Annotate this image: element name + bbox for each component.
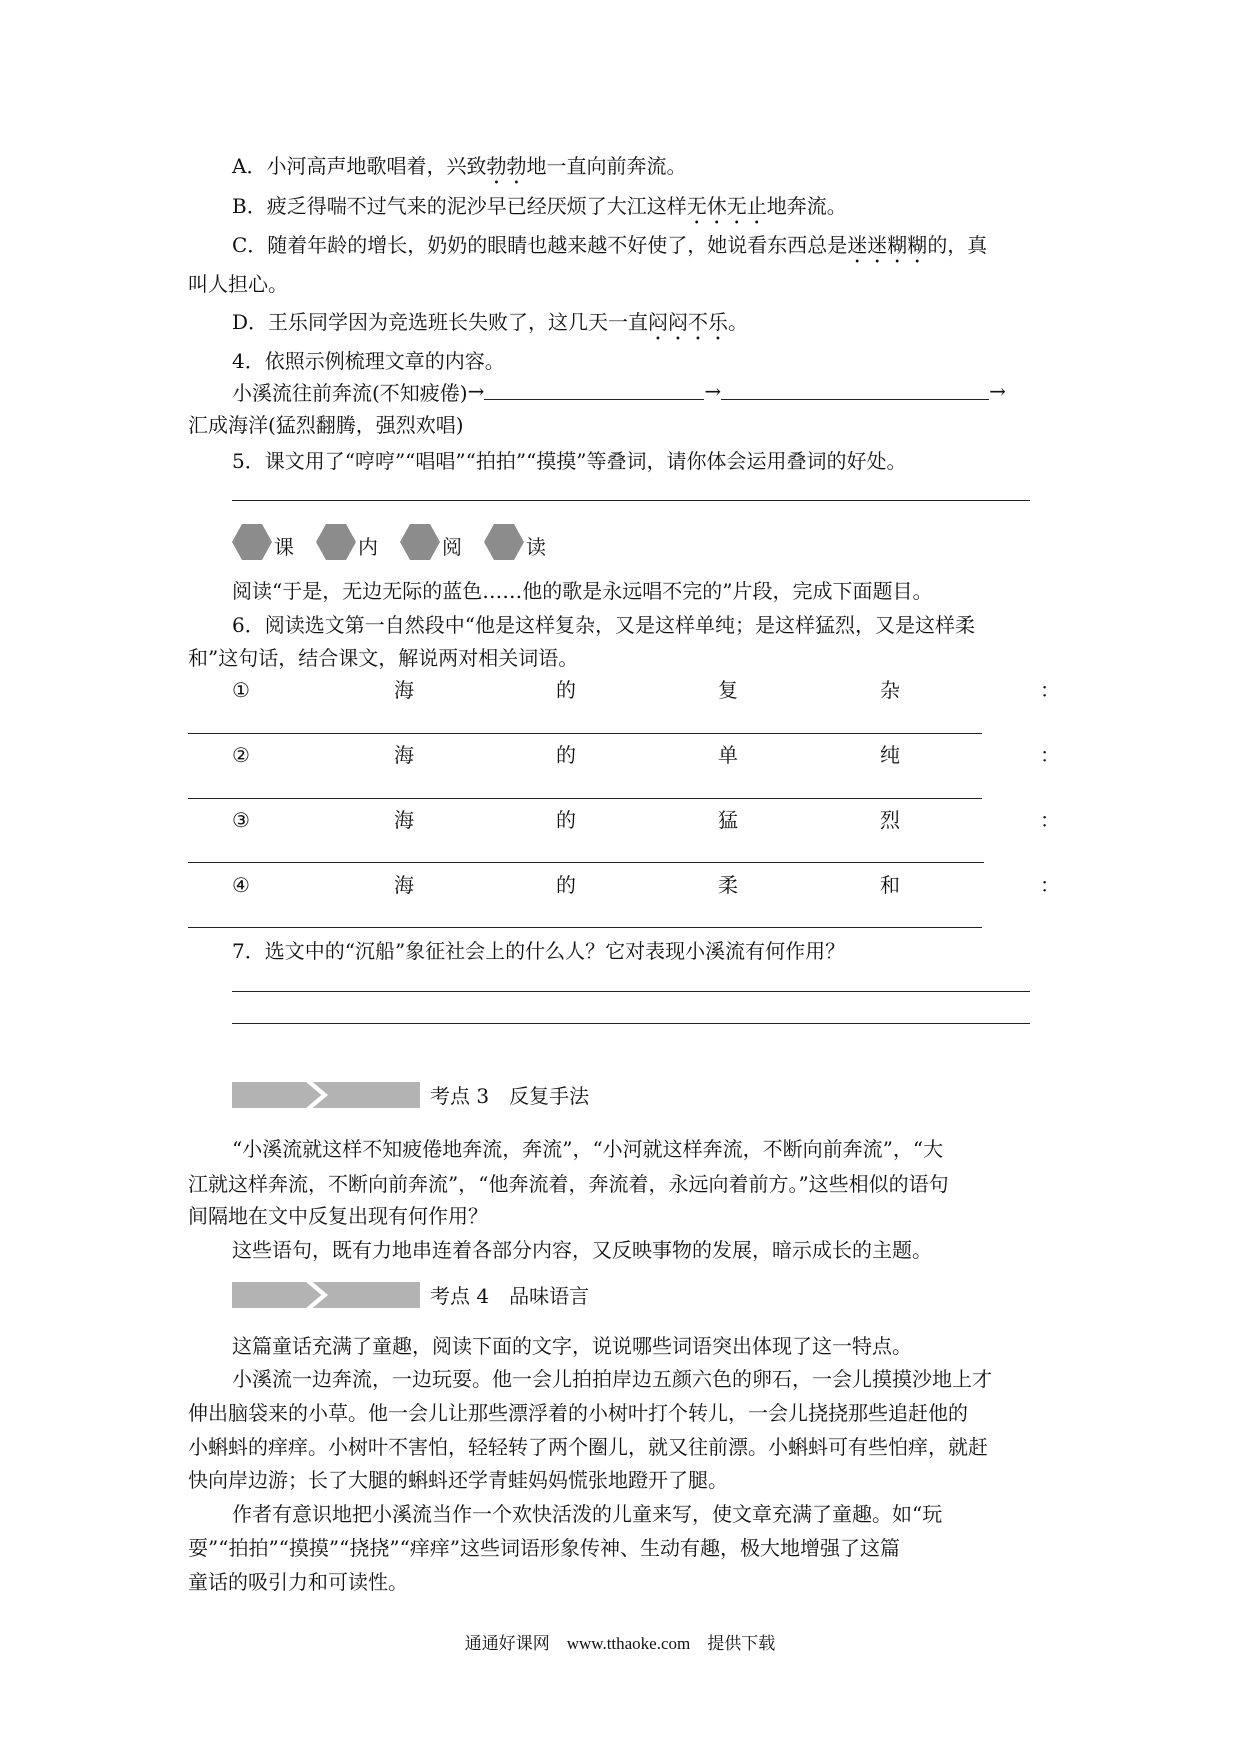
banner-char: 读	[526, 535, 546, 559]
row-char: 纯	[880, 743, 900, 767]
row-number: ②	[232, 743, 250, 767]
kaodian-3-question-3: 间隔地在文中反复出现有何作用？	[188, 1204, 488, 1228]
row-char: 海	[394, 678, 414, 702]
row-char: 烈	[880, 808, 900, 832]
passage-line: 小溪流一边奔流，一边玩耍。他一会儿拍拍岸边五颜六色的卵石，一会儿摸摸沙地上才	[232, 1367, 992, 1391]
passage-line: 伸出脑袋来的小草。他一会儿让那些漂浮着的小树叶打个转儿，一会儿挠挠那些追赶他的	[188, 1401, 968, 1425]
kaodian-3-question-1: “小溪流就这样不知疲倦地奔流，奔流”，“小河就这样奔流，不断向前奔流”，“大	[232, 1137, 944, 1161]
answer-line-text: 童话的吸引力和可读性。	[188, 1570, 408, 1594]
answer-line-q5[interactable]	[232, 500, 1030, 501]
kaodian-3-bar	[232, 1082, 420, 1108]
option-a-text: A．小河高声地歌唱着，兴致	[232, 154, 487, 178]
option-b-text: B．疲乏得喘不过气来的泥沙早已经厌烦了大江这样	[232, 194, 687, 218]
question-6-line2: 和”这句话，结合课文，解说两对相关词语。	[188, 646, 579, 670]
kaodian-4-bar	[232, 1282, 420, 1308]
answer-line[interactable]	[188, 862, 984, 863]
question-4-title: 4．依照示例梳理文章的内容。	[232, 349, 505, 373]
chevron-right-icon	[306, 1282, 328, 1308]
option-d	[232, 309, 748, 345]
option-a	[232, 153, 686, 189]
passage-line: 小蝌蚪的痒痒。小树叶不害怕，轻轻转了两个圈儿，就又往前漂。小蝌蚪可有些怕痒，就赶	[188, 1435, 988, 1459]
hexagon-icon	[232, 524, 272, 560]
row-number: ①	[232, 678, 250, 702]
row-number: ③	[232, 808, 250, 832]
question-7: 7．选文中的“沉船”象征社会上的什么人？它对表现小溪流有何作用？	[232, 939, 846, 963]
row-colon: ：	[1040, 808, 1060, 832]
row-char: 猛	[718, 808, 738, 832]
question-4-flow	[232, 380, 1006, 406]
option-b-text-end: 地奔流。	[766, 194, 847, 218]
option-b-emphasis: 无休无止	[686, 194, 767, 218]
banner-char: 内	[358, 535, 378, 559]
row-char: 海	[394, 808, 414, 832]
hexagon-icon	[400, 524, 440, 560]
passage-line: 快向岸边游；长了大腿的蝌蚪还学青蛙妈妈慌张地蹬开了腿。	[188, 1468, 728, 1492]
section-banner	[232, 520, 568, 560]
option-b	[232, 193, 847, 229]
question-5: 5．课文用了“哼哼”“唱唱”“拍拍”“摸摸”等叠词，请你体会运用叠词的好处。	[232, 449, 907, 473]
answer-blank-1[interactable]	[484, 381, 704, 400]
row-char: 的	[556, 808, 576, 832]
kaodian-4-prompt: 这篇童话充满了童趣，阅读下面的文字，说说哪些词语突出体现了这一特点。	[232, 1334, 912, 1358]
row-char: 的	[556, 743, 576, 767]
banner-char: 阅	[442, 535, 462, 559]
row-char: 复	[718, 678, 738, 702]
row-colon: ：	[1040, 873, 1060, 897]
page-footer: 通通好课网 www.tthaoke.com 提供下载	[464, 1634, 776, 1653]
row-colon: ：	[1040, 678, 1060, 702]
answer-line[interactable]	[188, 733, 982, 734]
option-a-emphasis: 勃勃	[486, 154, 527, 178]
option-a-text-end: 地一直向前奔流。	[526, 154, 687, 178]
option-c-emphasis: 迷迷糊糊	[847, 233, 928, 257]
arrow-right-icon: →	[467, 379, 485, 403]
row-char: 的	[556, 678, 576, 702]
row-colon: ：	[1040, 743, 1060, 767]
option-c-continuation: 叫人担心。	[188, 272, 288, 296]
row-char: 杂	[880, 678, 900, 702]
answer-line-q7-2[interactable]	[232, 1023, 1030, 1024]
question-6-line1: 6．阅读选文第一自然段中“他是这样复杂，又是这样单纯；是这样猛烈，又是这样柔	[232, 613, 975, 637]
row-char: 和	[880, 873, 900, 897]
flow-start-text: 小溪流往前奔流(不知疲倦)	[232, 381, 468, 405]
answer-blank-2[interactable]	[721, 381, 989, 400]
row-char: 的	[556, 873, 576, 897]
row-char: 海	[394, 743, 414, 767]
option-c-text-end: 的，真	[927, 233, 988, 257]
kaodian-4-label: 考点 4 品味语言	[430, 1284, 590, 1308]
arrow-right-icon: →	[704, 379, 722, 403]
option-c-text: C．随着年龄的增长，奶奶的眼睛也越来越不好使了，她说看东西总是	[232, 233, 848, 257]
option-d-text-end: 。	[728, 310, 749, 334]
row-char: 海	[394, 873, 414, 897]
option-d-text: D．王乐同学因为竞选班长失败了，这几天一直	[232, 310, 649, 334]
answer-line-text: 作者有意识地把小溪流当作一个欢快活泼的儿童来写，使文章充满了童趣。如“玩	[232, 1502, 943, 1526]
chevron-right-icon	[306, 1082, 328, 1108]
answer-line[interactable]	[188, 927, 982, 928]
hexagon-icon	[484, 524, 524, 560]
row-char: 柔	[718, 873, 738, 897]
kaodian-3-question-2: 江就这样奔流，不断向前奔流”，“他奔流着，奔流着，永远向着前方。”这些相似的语句	[188, 1172, 949, 1196]
kaodian-3-label: 考点 3 反复手法	[430, 1084, 590, 1108]
option-c	[232, 232, 987, 268]
reading-intro: 阅读“于是，无边无际的蓝色……他的歌是永远唱不完的”片段，完成下面题目。	[232, 579, 933, 603]
row-number: ④	[232, 873, 250, 897]
answer-line-q7-1[interactable]	[232, 991, 1030, 992]
banner-char: 课	[274, 535, 294, 559]
hexagon-icon	[316, 524, 356, 560]
answer-line[interactable]	[188, 798, 982, 799]
answer-line-text: 耍”“拍拍”“摸摸”“挠挠”“痒痒”这些词语形象传神、生动有趣，极大地增强了这篇	[188, 1536, 901, 1560]
kaodian-3-answer: 这些语句，既有力地串连着各部分内容，又反映事物的发展，暗示成长的主题。	[232, 1238, 932, 1262]
question-4-end: 汇成海洋(猛烈翻腾，强烈欢唱)	[188, 413, 464, 437]
arrow-right-icon: →	[989, 379, 1006, 403]
option-d-emphasis: 闷闷不乐	[648, 310, 729, 334]
row-char: 单	[718, 743, 738, 767]
